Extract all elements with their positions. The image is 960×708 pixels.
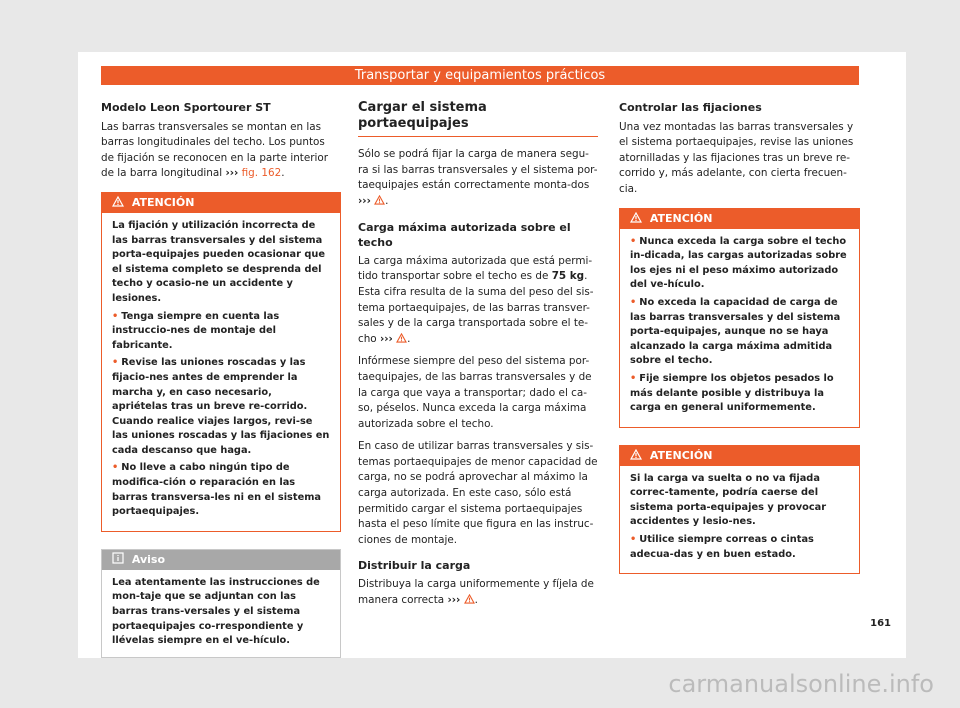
check-heading: Controlar las fijaciones [619, 101, 762, 114]
warning-box-2 [619, 208, 860, 428]
column-right [619, 100, 860, 574]
warning-triangle-icon [374, 195, 385, 205]
subheading-max-load: Carga máxima autorizada sobre el techo [358, 220, 571, 250]
warning-box-body [620, 466, 859, 574]
warning-triangle-icon [630, 449, 642, 460]
page-number: 161 [870, 618, 891, 629]
page-header: Transportar y equipamientos prácticos [101, 66, 859, 85]
warning-box-body [102, 213, 340, 531]
warning-box-1 [101, 192, 341, 532]
subheading-distribute: Distribuir la carga [358, 559, 471, 573]
watermark: carmanualsonline.info [668, 670, 934, 698]
warning-triangle-icon [112, 196, 124, 207]
note-box [101, 549, 341, 658]
warning-item: • Fije siempre los objetos pesados lo más delante posible y distribuya la carga en general uniformemente. [630, 372, 834, 414]
intro-paragraph: Sólo se podrá fijar la carga de manera segu-ra si las barras transversales y el sistema por-taequipajes están correctamente monta-dos ››› . [358, 148, 598, 207]
warning-item: • No lleve a cabo ningún tipo de modifica-ción o reparación en las barras transversa-les ni en el sistema portaequipajes. [112, 462, 322, 518]
note-box-header: Aviso [102, 550, 340, 570]
warning-triangle-icon [464, 594, 475, 604]
warning-box-3 [619, 445, 860, 575]
warning-box-header: ATENCIÓN [620, 209, 859, 229]
manual-page [78, 52, 906, 658]
warning-intro: La fijación y utilización incorrecta de las barras transversales y del sistema porta-equipajes pueden ocasionar que el sistema completo se desprenda del techo y ocasio-ne un accidente y lesiones. [112, 219, 325, 304]
check-paragraph: Una vez montadas las barras transversales y el sistema portaequipajes, revise las uniones atornilladas y las fijaciones tras un breve re-corrido y, más adelante, con cierta frecuen-cia. [619, 120, 854, 195]
column-left [101, 100, 341, 658]
info-icon [112, 552, 124, 564]
warning-item: • Utilice siempre correas o cintas adecua-das y en buen estado. [630, 534, 814, 560]
warning-item: • Revise las uniones roscadas y las fijacio-nes antes de emprender la marcha y, en caso necesario, apriételas tras un breve re-corrido. Cuando realice viajes largos, revi-se las uniones roscadas y las fijaciones en cada descanso que haga. [112, 357, 330, 456]
column-middle [358, 100, 598, 615]
warning-item: • No exceda la capacidad de carga de las barras transversales y del sistema porta-equipajes, aunque no se haya alcanzado la carga máxima admitida sobre el techo. [630, 296, 841, 367]
warning-triangle-icon [396, 333, 407, 343]
model-heading: Modelo Leon Sportourer ST [101, 101, 271, 114]
warning-box-body [620, 229, 859, 427]
distribute-paragraph: Distribuya la carga uniformemente y fíjela de manera correcta ››› . [358, 578, 594, 606]
warning-intro: Si la carga va suelta o no va fijada correc-tamente, podría caerse del sistema porta-equipajes y provocar accidentes y lesio-nes. [630, 472, 827, 528]
warning-item: • Tenga siempre en cuenta las instruccio-nes de montaje del fabricante. [112, 310, 280, 351]
warning-triangle-icon [630, 212, 642, 223]
warning-box-header: ATENCIÓN [620, 446, 859, 466]
section-title: Cargar el sistema portaequipajes [358, 100, 598, 137]
note-text: Lea atentamente las instrucciones de mon-taje que se adjuntan con las barras trans-versales y el sistema portaequipajes co-rrespondiente y llévelas siempre en el ve-hículo. [112, 576, 320, 647]
warning-item: • Nunca exceda la carga sobre el techo in-dicada, las cargas autorizadas sobre los ejes ni el peso máximo autorizado del ve-hículo. [630, 235, 847, 291]
max-load-paragraph: La carga máxima autorizada que está permi-tido transportar sobre el techo es de 75 kg. Esta cifra resulta de la suma del peso del sis-tema portaequipajes, de las barras transver-sales y de la carga transportada sobre el te-cho ››› . [358, 254, 594, 345]
warning-box-header: ATENCIÓN [102, 193, 340, 213]
figure-link[interactable]: fig. 162 [241, 167, 282, 180]
capacity-paragraph: En caso de utilizar barras transversales y sis-temas portaequipajes de menor capacidad de carga, no se podrá aprovechar al máximo la carga autorizada. En este caso, sólo está permitido cargar el sistema portaequipajes hasta el peso límite que figura en las instruc-ciones de montaje. [358, 440, 598, 546]
weight-paragraph: Infórmese siempre del peso del sistema por-taequipajes, de las barras transversales y de la carga que vaya a transportar; dado el ca-so, péselos. Nunca exceda la carga máxima autorizada sobre el techo. [358, 355, 592, 430]
model-paragraph: Las barras transversales se montan en las barras longitudinales del techo. Los puntos de fijación se reconocen en la parte interior de la barra longitudinal ››› fig. 162. [101, 120, 329, 180]
